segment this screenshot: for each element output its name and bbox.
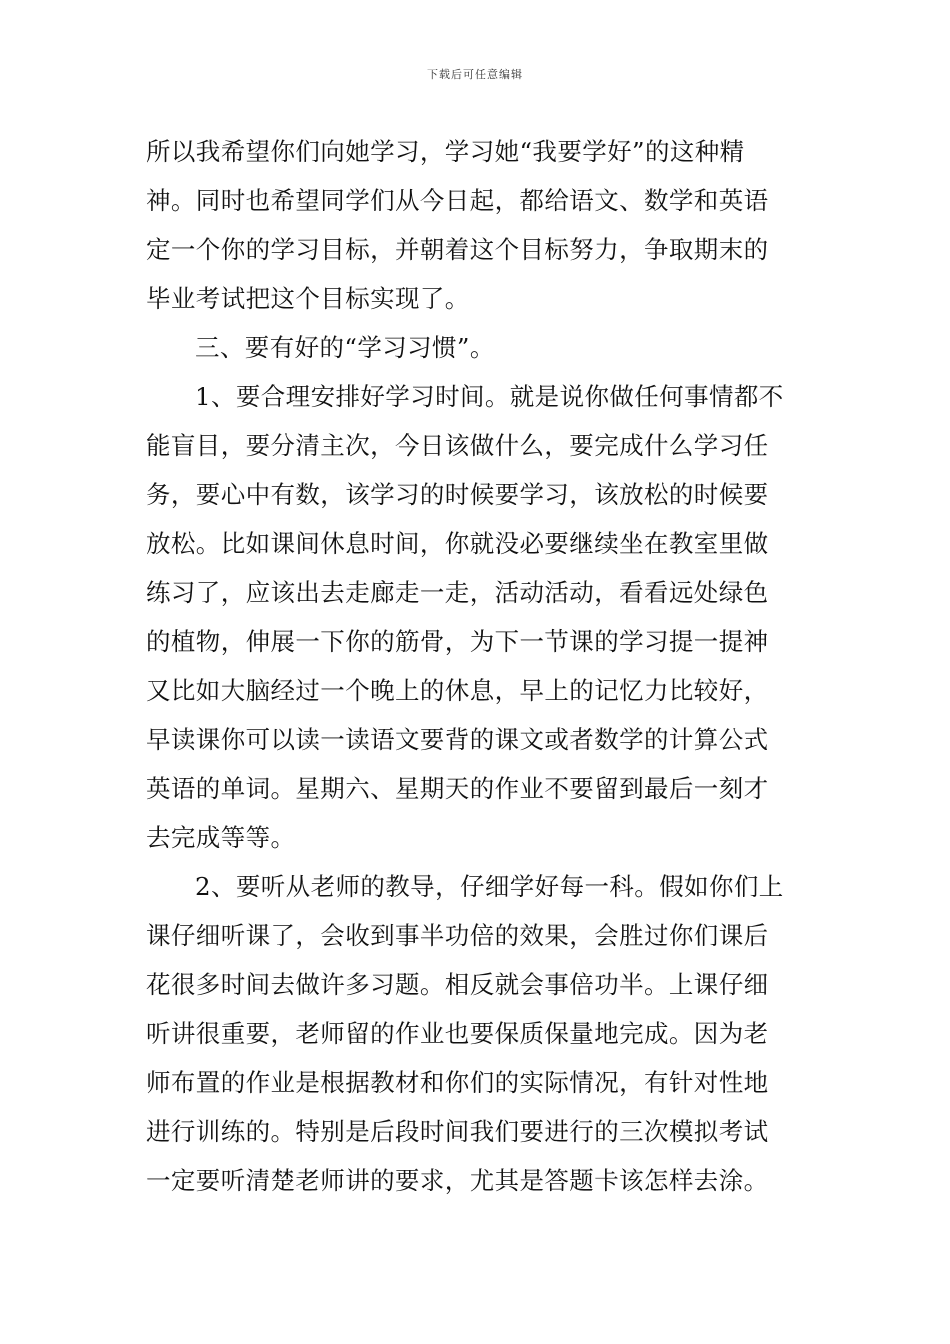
text-line: 1、要合理安排好学习时间。就是说你做任何事情都不	[195, 382, 784, 411]
text-line: 一定要听清楚老师讲的要求，尤其是答题卡该怎样去涂。	[146, 1166, 769, 1195]
text-line: 英语的单词。星期六、星期天的作业不要留到最后一刻才	[146, 774, 769, 803]
text-line: 去完成等等。	[146, 823, 296, 852]
header-note: 下载后可任意编辑	[427, 68, 523, 81]
text-line: 神。同时也希望同学们从今日起，都给语文、数学和英语	[146, 186, 769, 215]
text-line: 能盲目，要分清主次，今日该做什么，要完成什么学习任	[146, 431, 769, 460]
text-line: 2、要听从老师的教导，仔细学好每一科。假如你们上	[195, 872, 784, 901]
text-line: 定一个你的学习目标，并朝着这个目标努力，争取期末的	[146, 235, 769, 264]
text-line: 又比如大脑经过一个晚上的休息，早上的记忆力比较好，	[146, 676, 769, 705]
text-line: 进行训练的。特别是后段时间我们要进行的三次模拟考试	[146, 1117, 769, 1146]
text-line: 毕业考试把这个目标实现了。	[146, 284, 470, 313]
section-heading: 三、要有好的“学习习惯”。	[195, 333, 495, 362]
text-line: 练习了，应该出去走廊走一走，活动活动，看看远处绿色	[146, 578, 769, 607]
text-line: 花很多时间去做许多习题。相反就会事倍功半。上课仔细	[146, 970, 769, 999]
text-line: 师布置的作业是根据教材和你们的实际情况，有针对性地	[146, 1068, 769, 1097]
text-line: 听讲很重要，老师留的作业也要保质保量地完成。因为老	[146, 1019, 769, 1048]
text-line: 放松。比如课间休息时间，你就没必要继续坐在教室里做	[146, 529, 769, 558]
text-line: 所以我希望你们向她学习，学习她“我要学好”的这种精	[146, 137, 745, 166]
document-body	[146, 130, 816, 1208]
text-line: 的植物，伸展一下你的筋骨，为下一节课的学习提一提神	[146, 627, 769, 656]
text-line: 务，要心中有数，该学习的时候要学习，该放松的时候要	[146, 480, 769, 509]
text-line: 课仔细听课了，会收到事半功倍的效果，会胜过你们课后	[146, 921, 769, 950]
text-line: 早读课你可以读一读语文要背的课文或者数学的计算公式	[146, 725, 769, 754]
